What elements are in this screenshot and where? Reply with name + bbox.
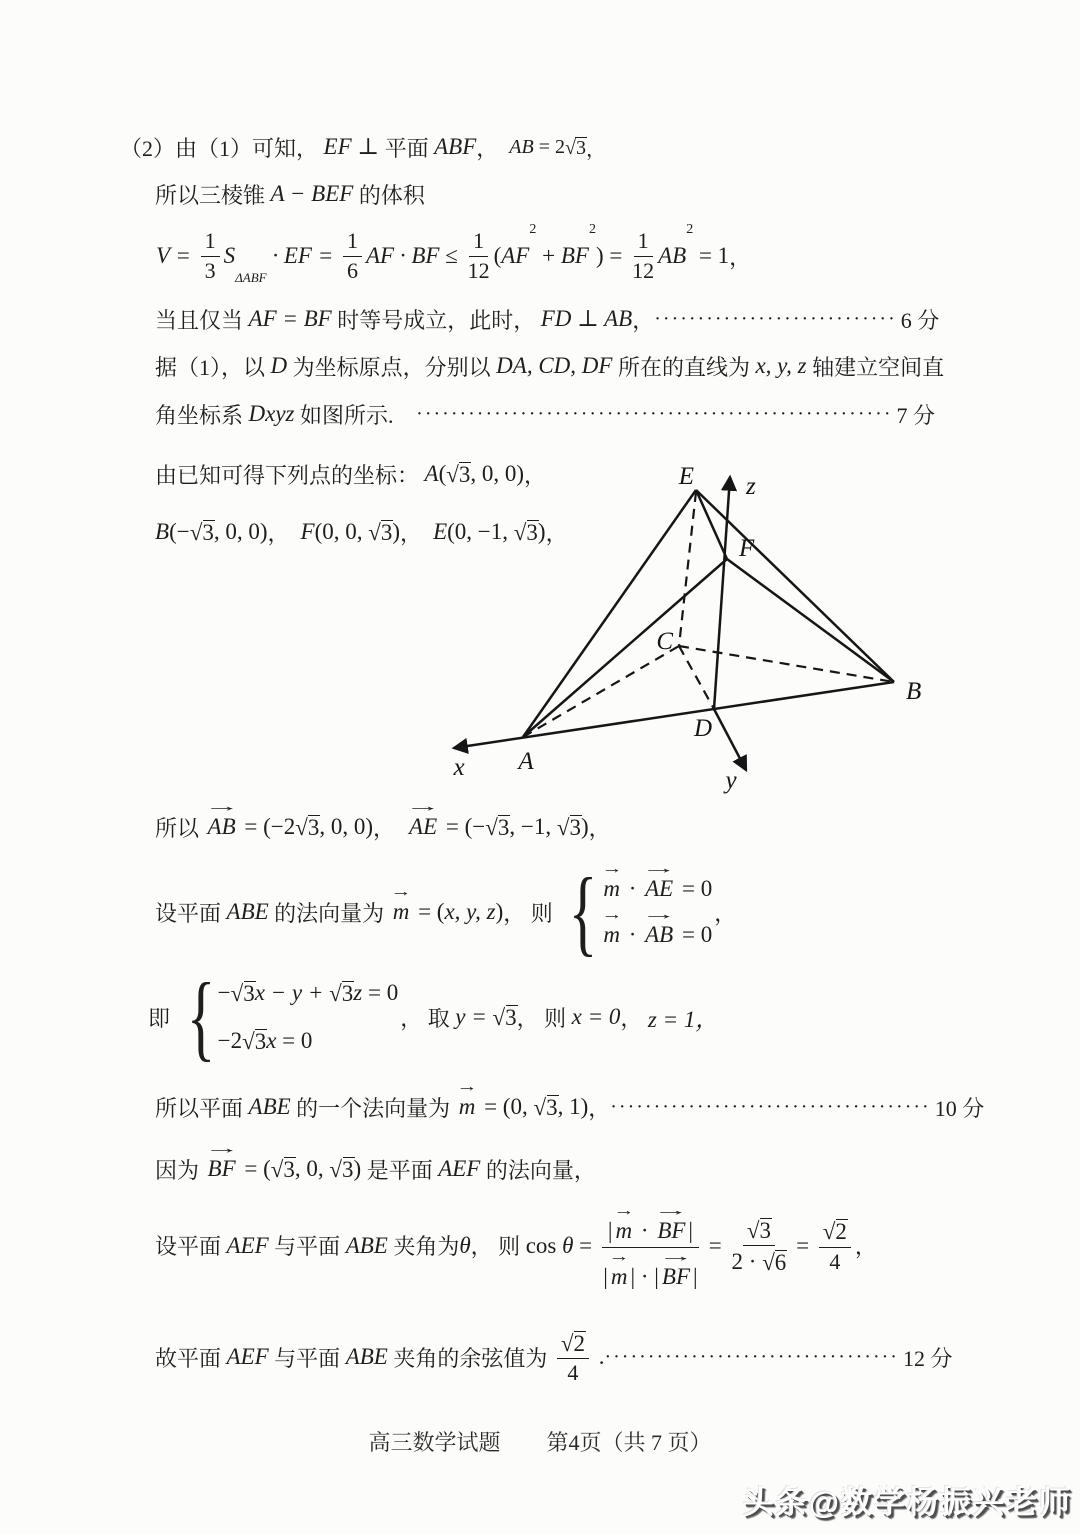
math-run: x − y + [254, 980, 330, 1005]
diagram-hidden-edges [523, 492, 894, 737]
dot-leader: ····································· [610, 1095, 931, 1118]
text-run: ， 则 [470, 1234, 526, 1259]
sqrt-3: √3 [270, 1157, 295, 1182]
math-run: cos [525, 1232, 563, 1258]
vector-label: AE [645, 876, 674, 901]
superscript: 2 [588, 222, 596, 237]
cosine-fraction [602, 1202, 699, 1290]
solution-step2-intro [120, 126, 606, 168]
text-run: 当且仅当 [155, 307, 249, 333]
abs-bar: | [607, 1217, 613, 1243]
score-leader [610, 1092, 984, 1123]
fraction-1-6 [343, 229, 362, 282]
vector-label: m [610, 1264, 628, 1289]
math-run: = (− [440, 814, 486, 839]
text-run: ， [545, 520, 568, 546]
fraction-denominator: 4 [829, 1248, 841, 1274]
exam-title: 高三数学试题 [368, 1430, 501, 1455]
vector-arrow: → [601, 861, 623, 877]
math-run: (0, 0, [314, 519, 369, 544]
text-run: 角坐标系 [155, 402, 249, 428]
text-run: 为坐标原点，分别以 [287, 354, 497, 380]
vector-arrow: → [657, 1249, 694, 1265]
sqrt-3: √3 [329, 981, 354, 1006]
text-run: ， [620, 1005, 648, 1031]
text-run: 夹角的余弦值为 [387, 1345, 553, 1371]
edge-EF [696, 490, 727, 559]
page-number: 第4页（共 7 页） [546, 1430, 712, 1455]
text-run: 由已知可得下列点的坐标： [155, 462, 425, 488]
system-rows [600, 861, 713, 948]
text-run: 时等号成立，此时， [331, 307, 541, 333]
text-run: ， [267, 520, 301, 546]
label-z: z [746, 473, 756, 500]
vector-arrow: → [653, 1202, 690, 1219]
math-run: z [353, 980, 363, 1005]
fraction-1-12 [632, 229, 654, 282]
vector-label: m [615, 1217, 633, 1243]
vector-label: m [603, 876, 620, 901]
dot-leader: ···························· [654, 307, 897, 330]
vector-BF [653, 1202, 690, 1243]
volume-statement [155, 173, 425, 215]
fraction-denominator [732, 1246, 787, 1275]
vector-BF [203, 1141, 240, 1182]
label-F: F [739, 535, 755, 562]
math-run: A − BEF [270, 181, 354, 206]
text-run: ， 取 [400, 1005, 456, 1031]
coordinate-setup-1 [155, 345, 944, 387]
edge-EC-hidden [679, 492, 696, 646]
math-run: ) [495, 899, 504, 924]
diagram-solid-edges [454, 477, 894, 770]
text-run: 设平面 [155, 1234, 227, 1259]
normal-vector-result [155, 1079, 985, 1132]
math-run: = 0 [276, 1028, 313, 1053]
edge-AE [523, 490, 696, 737]
score-leader [654, 304, 939, 335]
sqrt-3: √3 [492, 1005, 517, 1030]
math-run: , 0, 0) [213, 519, 268, 544]
math-run: , 1) [557, 1094, 589, 1119]
vector-label: AB [645, 922, 674, 947]
z-axis-line [714, 477, 730, 709]
math-run: θ [459, 1232, 471, 1258]
math-run: D [270, 353, 288, 378]
math-run: ) [537, 519, 546, 544]
math-run: DA, CD, DF [496, 353, 613, 378]
label-y: y [725, 767, 737, 794]
label-A: A [518, 748, 534, 775]
text-run: ， [476, 135, 510, 161]
vector-AE [641, 861, 678, 902]
math-run: . [592, 1344, 605, 1369]
fraction-numerator [819, 1217, 851, 1247]
sqrt-6: √6 [762, 1250, 787, 1275]
vector-m [601, 907, 623, 948]
math-run: | · | [630, 1264, 659, 1289]
text-run: 平面 [384, 135, 429, 161]
equality-condition [155, 298, 940, 340]
fraction-denominator [603, 1248, 697, 1289]
math-run: AF [501, 243, 530, 268]
text-run: 的一个法向量为 [290, 1095, 456, 1121]
math-run: 2 · [731, 1249, 763, 1274]
text-run: ， [524, 462, 547, 488]
fraction-numerator: 1 [343, 229, 362, 256]
math-run: = [703, 1232, 728, 1258]
vector-AB [203, 799, 240, 840]
vector-arrow: → [390, 884, 412, 900]
fraction-numerator [743, 1216, 775, 1246]
superscript: 2 [686, 222, 694, 237]
math-run: EF [323, 134, 358, 159]
text-run: 所以三棱锥 [155, 182, 271, 208]
sqrt-3: √3 [189, 520, 214, 545]
math-run: AF = BF [248, 306, 332, 331]
text-run: 如图所示. [294, 402, 394, 428]
label-x: x [453, 754, 465, 781]
math-run: AEF [438, 1156, 481, 1181]
edge-FB [727, 559, 894, 682]
abs-bar: | [603, 1264, 608, 1289]
sqrt-3: √3 [565, 136, 586, 159]
vector-label: AB [207, 814, 236, 839]
vector-label: BF [657, 1217, 686, 1243]
label-E: E [678, 463, 694, 490]
system-row [600, 907, 713, 948]
math-run: FD ⊥ AB [540, 306, 633, 331]
superscript: 2 [529, 222, 537, 237]
math-run: Dxyz [248, 401, 295, 426]
answer-fraction [557, 1329, 589, 1385]
fraction-denominator: 6 [346, 257, 358, 283]
vector-arrow: → [641, 861, 678, 877]
system-row [218, 979, 399, 1007]
math-run: ABF [428, 134, 477, 159]
vector-label: m [458, 1094, 476, 1119]
equation-system-2 [178, 962, 399, 1070]
coordinate-setup-2 [155, 393, 935, 435]
vector-m [390, 884, 412, 925]
vector-label: m [392, 899, 410, 924]
math-run: = ( [238, 1156, 271, 1181]
math-run: BF [560, 243, 589, 268]
math-run: ( [493, 243, 502, 268]
math-run: θ [562, 1232, 574, 1258]
math-run: A [424, 461, 439, 486]
text-run: ， [588, 815, 611, 841]
math-run: = 0 [676, 922, 713, 947]
math-run: = 0 [362, 980, 399, 1005]
fraction-numerator [557, 1329, 589, 1359]
edge-AC-hidden [523, 646, 679, 737]
system-row [600, 861, 713, 902]
vector-arrow: → [641, 907, 678, 923]
math-run: ABE [345, 1232, 388, 1258]
fraction-numerator [602, 1202, 699, 1248]
dot-operator: · [635, 1217, 655, 1243]
math-run: ABE [248, 1094, 291, 1119]
vector-label: BF [207, 1156, 236, 1181]
vector-AB [641, 907, 678, 948]
fraction-1-12 [468, 229, 490, 282]
math-run: ABE [345, 1344, 388, 1369]
text-run: ， [373, 815, 407, 841]
result-fraction [819, 1217, 851, 1273]
math-run: = (0, [478, 1094, 534, 1119]
math-run: , −1, [509, 814, 557, 839]
vector-m [456, 1079, 478, 1120]
volume-formula [156, 220, 751, 292]
math-run: ) [581, 814, 589, 839]
dot-leader: ·································· [604, 1345, 899, 1368]
text-run: （2）由（1）可知， [120, 135, 324, 161]
edge-EB [696, 490, 894, 682]
text-run: 是平面 [361, 1157, 439, 1183]
math-run: S [223, 243, 236, 268]
score-6: 6 分 [900, 307, 940, 333]
math-run: −2 [217, 1028, 243, 1053]
math-run: = [573, 1232, 598, 1258]
math-run: , 0, 0) [319, 814, 374, 839]
sqrt-3: √3 [230, 981, 255, 1006]
math-run: − [217, 980, 231, 1005]
math-run: = 2 [533, 135, 565, 158]
sqrt-3: √3 [295, 815, 320, 840]
fraction-numerator: 1 [201, 229, 220, 256]
equation-system-1 [560, 857, 713, 965]
vector-values [155, 799, 611, 852]
math-run: · EF = [266, 243, 339, 268]
system-row [218, 1027, 313, 1055]
vector-label: AE [409, 814, 438, 839]
vector-arrow: → [203, 1141, 240, 1157]
abs-bar: | [688, 1217, 694, 1243]
math-run: ABE [226, 899, 269, 924]
perpendicular-symbol: ⊥ [357, 134, 385, 159]
sqrt-3: √3 [513, 520, 538, 545]
score-10: 10 分 [934, 1095, 985, 1121]
text-run: ， [632, 307, 655, 333]
text-run: 与平面 [268, 1345, 346, 1371]
sqrt-3: √3 [368, 520, 393, 545]
fraction-denominator: 3 [204, 257, 216, 283]
math-run: y = [455, 1004, 493, 1029]
vector-arrow: → [601, 907, 623, 923]
text-run: ， [588, 1095, 611, 1121]
math-run: AB [658, 243, 687, 268]
math-run: = ( [412, 899, 445, 924]
math-run: = (−2 [238, 814, 296, 839]
math-run: AF · BF ≤ [365, 243, 464, 268]
math-run: F [300, 519, 315, 544]
watermark-text: 头条@数学杨振兴老师 [742, 1485, 1072, 1520]
sqrt-2: √2 [560, 1330, 585, 1356]
dot-operator: · [622, 876, 643, 901]
text-run: 所以平面 [155, 1095, 249, 1121]
expanded-system [148, 963, 718, 1071]
math-run: = 1 [693, 243, 730, 268]
vector-m [601, 861, 623, 902]
text-run: ， [729, 244, 752, 270]
dot-operator: · [622, 922, 643, 947]
fraction-numerator: 1 [469, 229, 488, 256]
math-run: , 0, 0) [470, 461, 525, 486]
y-axis-line [714, 709, 746, 770]
math-run: x, y, z [755, 353, 807, 378]
math-run: = [790, 1232, 815, 1258]
math-run: = 0 [676, 876, 713, 901]
math-run: x, y, z [444, 899, 496, 924]
math-run: AEF [226, 1344, 269, 1369]
math-run: ) = [595, 243, 629, 268]
text-run: 设平面 [155, 900, 227, 926]
fraction-denominator: 4 [567, 1360, 579, 1386]
subscript: ΔABF [235, 270, 267, 285]
vector-m [608, 1249, 630, 1289]
fraction-1-3 [201, 229, 220, 282]
vector-BF [657, 1249, 694, 1289]
vector-arrow: → [203, 799, 240, 815]
sqrt-3: √3 [556, 815, 581, 840]
vector-arrow: → [405, 799, 442, 815]
text-run: 所以 [155, 815, 205, 841]
text-run: 夹角为 [387, 1234, 460, 1259]
system-rows [218, 979, 399, 1055]
math-run: V = [156, 243, 197, 268]
math-run: + [536, 243, 561, 268]
text-run: 故平面 [155, 1345, 227, 1371]
text-run: 轴建立空间直 [806, 354, 945, 380]
middle-fraction [732, 1216, 787, 1276]
normal-vector-setup [155, 857, 737, 965]
math-run: , 0, [294, 1156, 330, 1181]
math-run: AB [509, 135, 534, 158]
text-run: ， [854, 1234, 877, 1259]
text-run: 据（1），以 [155, 354, 271, 380]
vector-label: m [603, 922, 620, 947]
sqrt-3: √3 [242, 1029, 267, 1054]
text-run: ， [714, 900, 737, 926]
math-run: ) [353, 1156, 362, 1181]
text-run: 因为 [155, 1157, 205, 1183]
label-D: D [693, 715, 713, 742]
text-run: ， 则 [503, 900, 559, 926]
coordinate-diagram [430, 450, 990, 810]
vector-arrow: → [456, 1079, 478, 1095]
BF-normal-statement [155, 1141, 596, 1194]
x-axis-line [454, 682, 894, 748]
math-run: (0, −1, [447, 519, 514, 544]
edge-CD-hidden [679, 646, 714, 709]
label-B: B [906, 678, 922, 705]
math-run: x [266, 1028, 277, 1053]
text-run: 的体积 [353, 182, 425, 208]
diagram-labels [452, 463, 921, 794]
math-run: ) [392, 519, 401, 544]
score-7: 7 分 [896, 402, 935, 428]
text-run: 所在的直线为 [612, 354, 756, 380]
math-run: AEF [226, 1232, 269, 1258]
score-leader [604, 1342, 952, 1373]
vector-label: BF [661, 1264, 691, 1289]
text-run: 的法向量为 [268, 900, 390, 926]
score-12: 12 分 [902, 1345, 953, 1371]
dot-leader: ······················································· [416, 402, 893, 425]
sqrt-3: √3 [329, 1157, 354, 1182]
cosine-computation [155, 1188, 877, 1303]
sqrt-3: √3 [533, 1095, 558, 1120]
vector-m [613, 1202, 635, 1243]
text-run: 即 [148, 1005, 176, 1031]
text-run: ， [400, 520, 434, 546]
text-run: ， [585, 138, 606, 161]
text-run: 的法向量， [480, 1157, 596, 1183]
math-run: E [433, 519, 448, 544]
sqrt-3: √3 [746, 1217, 771, 1243]
label-C: C [656, 628, 673, 655]
math-run: (− [169, 519, 190, 544]
abs-bar: | [693, 1264, 698, 1289]
vector-arrow: → [613, 1202, 635, 1219]
vector-arrow: → [608, 1249, 630, 1265]
system-brace: { [186, 962, 215, 1070]
fraction-denominator: 12 [632, 257, 655, 283]
sqrt-3: √3 [446, 462, 471, 487]
final-answer [155, 1313, 953, 1401]
math-run: z = 1， [647, 1006, 719, 1032]
math-run: B [155, 519, 170, 544]
math-run: ( [438, 461, 447, 486]
text-run: 与平面 [268, 1234, 346, 1259]
sqrt-3: √3 [485, 815, 510, 840]
page-footer [368, 1426, 711, 1457]
system-brace: { [569, 857, 598, 965]
vector-AE [405, 799, 442, 840]
sqrt-2: √2 [822, 1219, 847, 1245]
fraction-denominator: 12 [467, 257, 490, 283]
score-leader [416, 399, 935, 430]
fraction-numerator: 1 [634, 229, 653, 256]
math-run: x = 0 [571, 1004, 621, 1029]
text-run: ， 则 [516, 1005, 572, 1031]
